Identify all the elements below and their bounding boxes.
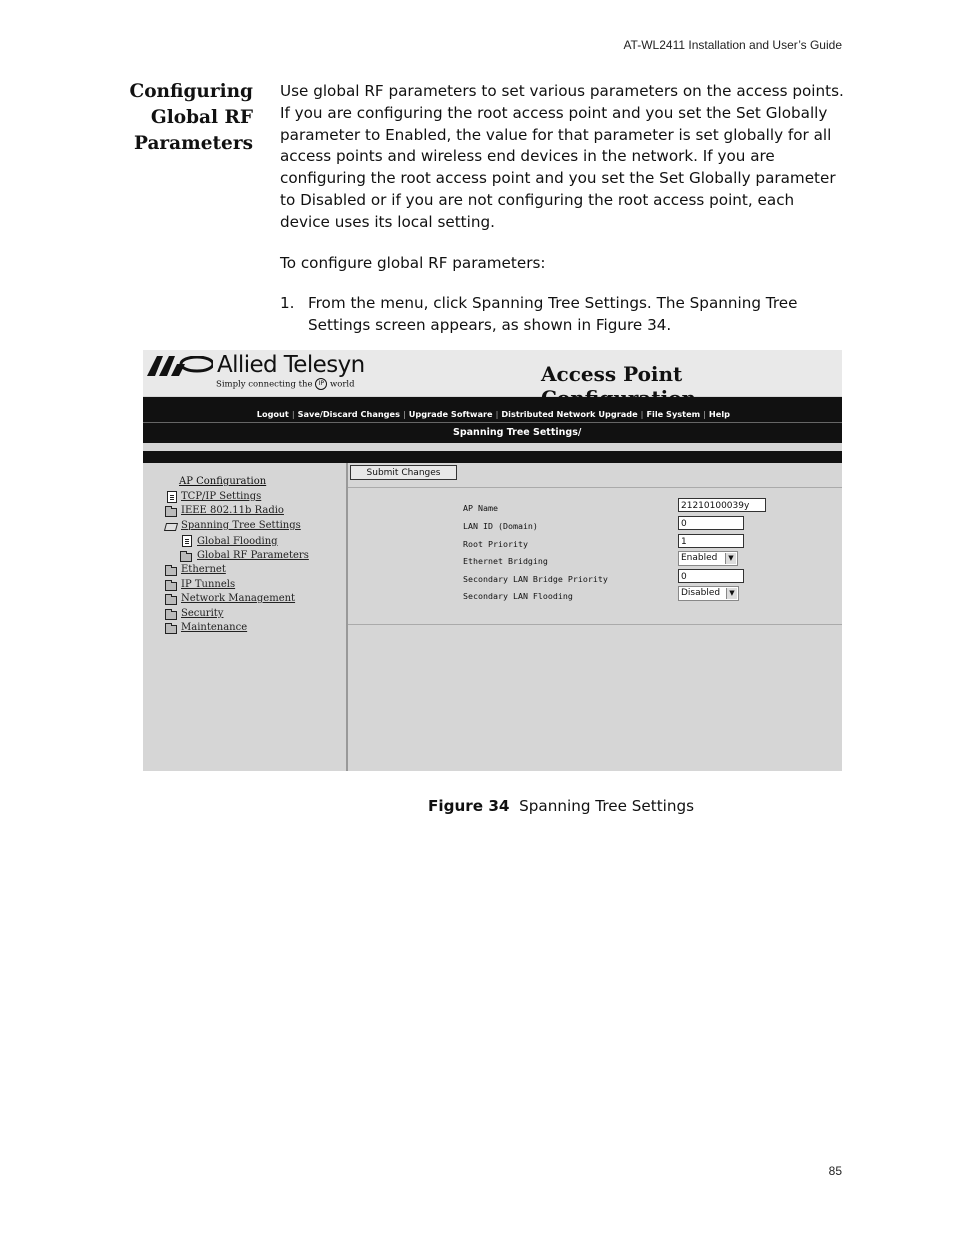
menu-separator: | [703,409,706,419]
menu-separator: | [402,409,406,419]
sidebar-item-tcpip[interactable]: TCP/IP Settings [181,491,262,502]
ethernet-bridging-label: Ethernet Bridging [463,556,548,566]
folder-icon [165,582,177,591]
step-number: 1. [280,294,295,312]
menu-items [257,407,730,422]
sidebar-item-security[interactable]: Security [181,608,224,619]
top-menu [143,407,842,422]
sidebar-item-spanning-tree[interactable]: Spanning Tree Settings [181,520,301,531]
sidebar-item-global-flooding[interactable]: Global Flooding [197,536,278,547]
document-icon [182,535,192,547]
secondary-lan-priority-label: Secondary LAN Bridge Priority [463,574,608,584]
sidebar-item-ip-tunnels[interactable]: IP Tunnels [181,579,236,590]
folder-icon [165,567,177,576]
page-number: 85 [828,1164,842,1178]
procedure-lead: To configure global RF parameters: [280,254,546,272]
lan-id-field[interactable]: 0 [678,516,744,530]
spacer-strip [143,443,842,451]
brand-tagline [216,378,355,390]
menu-separator: | [640,409,644,419]
ethernet-bridging-select[interactable] [678,551,738,566]
menu-upgrade-software[interactable]: Upgrade Software [408,409,493,419]
ap-name-field[interactable]: 21210100039y [678,498,766,512]
divider [348,624,842,625]
lan-id-label: LAN ID (Domain) [463,521,538,531]
menu-help[interactable]: Help [708,409,730,419]
settings-panel [348,463,842,771]
folder-icon [165,625,177,634]
folder-icon [165,508,177,517]
tagline-text: Simply connecting the [216,379,313,390]
intro-paragraph: Use global RF parameters to set various parameters on the access points. If you are configuring the root access point and you set the Set Globally parameter to Enabled, the value for that parameter is set globally for all access points and wireless end devices in the network. If you are configuring the root access point and you set the Set Globally parameter to Disabled or if you are not configuring the root access point, each device uses its local setting. [280,82,844,231]
select-value: Enabled [681,553,718,563]
app-title: Access Point [541,362,683,386]
open-folder-icon [164,523,178,531]
menu-separator: | [291,409,295,419]
sidebar-item-radio[interactable]: IEEE 802.11b Radio [181,505,284,516]
sidebar-heading[interactable]: AP Configuration [179,476,267,487]
menu-logout[interactable]: Logout [256,409,289,419]
document-icon [167,491,177,503]
secondary-lan-flooding-select[interactable] [678,586,739,601]
folder-icon [180,553,192,562]
sidebar-item-maintenance[interactable]: Maintenance [181,622,248,633]
step-text: From the menu, click Spanning Tree Settings. The Spanning Tree Settings screen appears, as shown in Figure 34. [308,294,798,334]
submit-changes-button[interactable]: Submit Changes [350,465,457,480]
menu-save-discard[interactable]: Save/Discard Changes [297,409,400,419]
sidebar-nav [143,463,348,771]
section-title [100,79,253,157]
top-bar [143,397,842,407]
allied-telesyn-logo-icon [147,356,213,376]
root-priority-label: Root Priority [463,539,528,549]
menu-distributed-upgrade[interactable]: Distributed Network Upgrade [501,409,638,419]
root-priority-field[interactable]: 1 [678,534,744,548]
folder-icon [165,596,177,605]
sidebar-item-network-management[interactable]: Network Management [181,593,296,604]
secondary-lan-priority-field[interactable]: 0 [678,569,744,583]
section-title-line: Configuring [129,81,253,102]
sidebar-item-ethernet[interactable]: Ethernet [181,564,226,575]
app-banner [143,350,842,396]
folder-icon [165,611,177,620]
brand-name: Allied Telesyn [217,352,365,378]
menu-file-system[interactable]: File System [646,409,701,419]
figure-title: Spanning Tree Settings [519,797,695,815]
ap-name-label: AP Name [463,503,498,513]
figure-screenshot [143,350,842,771]
breadcrumb: Spanning Tree Settings/ [453,427,582,438]
figure-caption [428,797,694,815]
lower-bar [143,451,842,463]
section-title-line: Global RF [150,107,253,128]
sidebar-item-global-rf[interactable]: Global RF Parameters [197,550,309,561]
ip-badge-icon: IP [315,378,327,390]
secondary-lan-flooding-label: Secondary LAN Flooding [463,591,573,601]
figure-label: Figure 34 [428,797,510,815]
menu-separator: | [495,409,499,419]
breadcrumb-bar [143,423,842,443]
running-header: AT-WL2411 Installation and User’s Guide [623,38,842,52]
section-title-line: Parameters [134,133,253,154]
divider [348,487,842,488]
chevron-down-icon: ▼ [726,588,737,599]
chevron-down-icon: ▼ [725,553,736,564]
tagline-text: world [329,379,355,390]
select-value: Disabled [681,588,721,598]
